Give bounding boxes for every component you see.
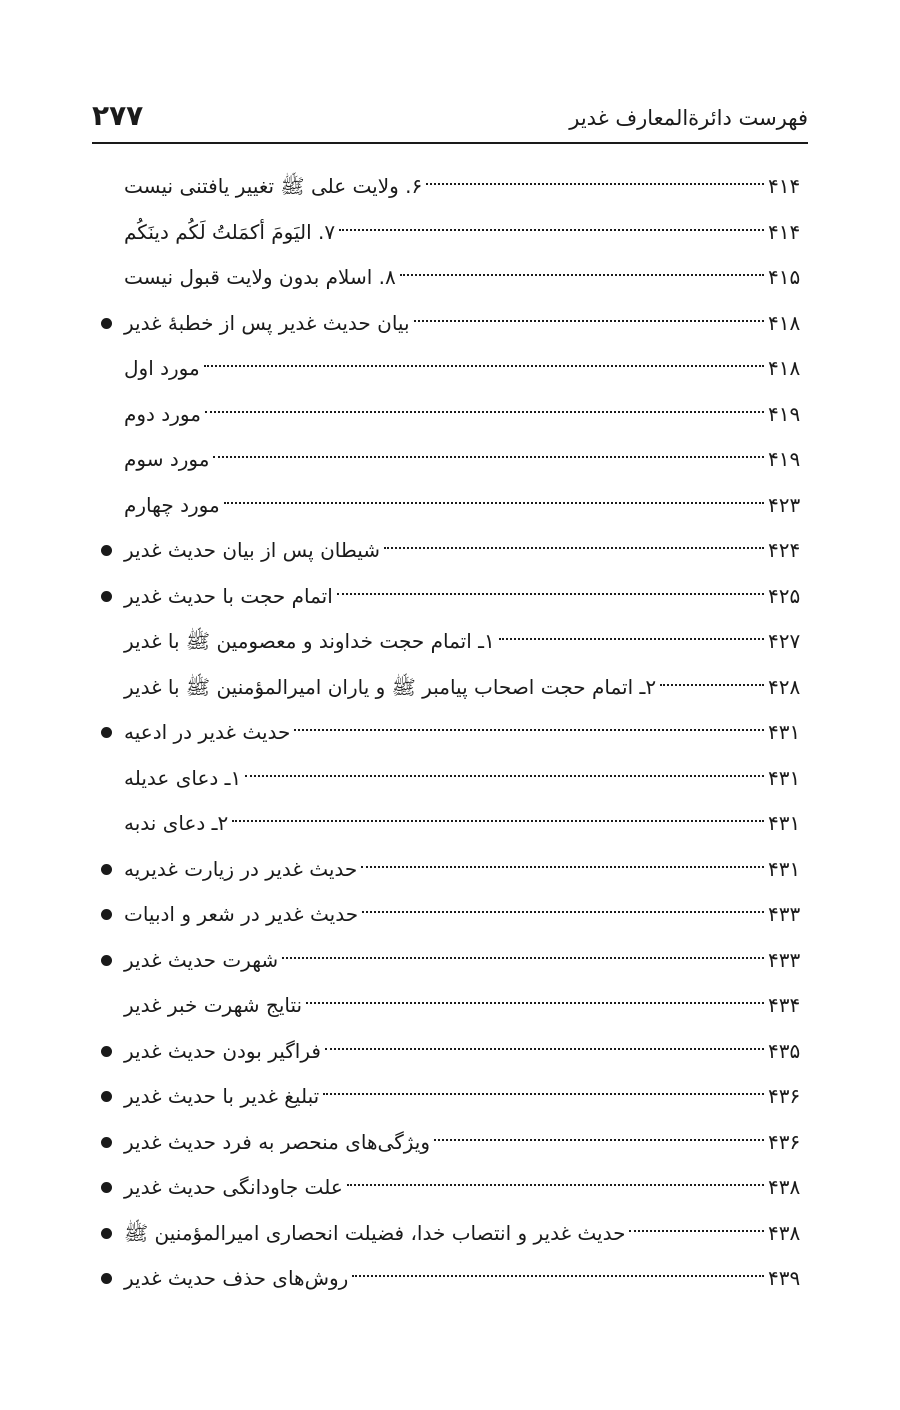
toc-entry-page-number: ۴۳۶	[768, 1129, 801, 1154]
dot-leader	[224, 502, 764, 504]
toc-entry[interactable]	[92, 574, 808, 620]
toc-entry-page-number: ۴۳۱	[768, 720, 801, 744]
bullet-slot	[92, 591, 120, 602]
toc-entry-title: ۲ـ اتمام حجت اصحاب پیامبر ﷺ و یاران امیرالمؤمنین ﷺ با غدیر	[124, 674, 657, 699]
dot-leader	[660, 684, 764, 686]
toc-entry-page-number: ۴۱۹	[768, 447, 801, 471]
toc-entry[interactable]	[92, 437, 808, 483]
bullet-slot	[92, 864, 120, 875]
page-number: ۲۷۷	[92, 99, 144, 132]
toc-entry[interactable]	[92, 983, 808, 1029]
toc-entry-page-number: ۴۳۵	[768, 1038, 801, 1063]
dot-leader	[629, 1230, 764, 1232]
toc-entry-page-number: ۴۳۳	[768, 902, 801, 926]
toc-entry-page-number: ۴۱۸	[768, 310, 801, 335]
bullet-slot	[92, 545, 120, 556]
toc-entry-page-number: ۴۱۸	[768, 356, 801, 380]
toc-entry-page-number: ۴۳۸	[768, 1175, 801, 1199]
toc-entry-title: مورد دوم	[124, 401, 201, 426]
toc-entry-title: فراگیر بودن حدیث غدیر	[124, 1038, 321, 1063]
toc-entry[interactable]	[92, 801, 808, 847]
toc-entry-title: ۶. ولایت علی ﷺ تغییر یافتنی نیست	[124, 174, 423, 198]
toc-entry-title: ویژگی‌های منحصر به فرد حدیث غدیر	[124, 1129, 430, 1154]
dot-leader	[426, 183, 764, 185]
dot-leader	[414, 320, 764, 322]
dot-leader	[337, 593, 764, 595]
toc-entry-page-number: ۴۱۹	[768, 401, 801, 426]
toc-entry-title: مورد چهارم	[124, 492, 220, 517]
toc-entry[interactable]	[92, 1165, 808, 1211]
toc-entry[interactable]	[92, 1211, 808, 1257]
toc-entry-title: ۱ـ دعای عدیله	[124, 765, 242, 790]
bullet-icon	[101, 909, 112, 920]
toc-entry-page-number: ۴۳۹	[768, 1266, 801, 1290]
toc-entry-page-number: ۴۳۱	[768, 811, 801, 835]
toc-entry-title: روش‌های حذف حدیث غدیر	[124, 1266, 349, 1290]
bullet-icon	[101, 1273, 112, 1284]
bullet-icon	[101, 1137, 112, 1148]
toc-entry-title: شیطان پس از بیان حدیث غدیر	[124, 538, 381, 562]
toc-entry[interactable]	[92, 164, 808, 210]
bullet-icon	[101, 955, 112, 966]
toc-entry-page-number: ۴۳۱	[768, 765, 801, 790]
dot-leader	[204, 365, 764, 367]
toc-entry-title: حدیث غدیر در زیارت غدیریه	[124, 856, 358, 881]
toc-entry-title: شهرت حدیث غدیر	[124, 947, 279, 972]
bullet-slot	[92, 1137, 120, 1148]
bullet-slot	[92, 1182, 120, 1193]
toc-entry-page-number: ۴۱۵	[768, 265, 801, 289]
toc-entry-title: اتمام حجت با حدیث غدیر	[124, 583, 333, 608]
bullet-icon	[101, 727, 112, 738]
toc-entry-page-number: ۴۲۸	[768, 674, 801, 699]
dot-leader	[339, 229, 764, 231]
toc-entry-title: ۷. اليَومَ أكمَلتُ لَكُم دينَكُم	[124, 219, 336, 244]
toc-entry[interactable]	[92, 619, 808, 665]
dot-leader	[325, 1048, 764, 1050]
running-title: فهرست دائرةالمعارف غدیر	[569, 106, 808, 130]
toc-entry[interactable]	[92, 1120, 808, 1166]
dot-leader	[400, 274, 764, 276]
toc-entry[interactable]	[92, 392, 808, 438]
toc-entry[interactable]	[92, 665, 808, 711]
dot-leader	[306, 1002, 764, 1004]
dot-leader	[434, 1139, 764, 1141]
bullet-slot	[92, 1091, 120, 1102]
bullet-icon	[101, 1228, 112, 1239]
toc-entry[interactable]	[92, 847, 808, 893]
dot-leader	[384, 547, 764, 549]
dot-leader	[499, 638, 764, 640]
toc-entry-page-number: ۴۳۶	[768, 1084, 801, 1108]
toc-entry-title: تبلیغ غدیر با حدیث غدیر	[124, 1084, 320, 1108]
dot-leader	[347, 1184, 764, 1186]
toc-entry[interactable]	[92, 483, 808, 529]
bullet-slot	[92, 1228, 120, 1239]
dot-leader	[294, 729, 764, 731]
page-header	[92, 96, 808, 144]
bullet-slot	[92, 1273, 120, 1284]
toc-entry-title: حدیث غدیر در ادعیه	[124, 720, 291, 744]
bullet-icon	[101, 1046, 112, 1057]
dot-leader	[352, 1275, 764, 1277]
dot-leader	[232, 820, 764, 822]
toc-entry-page-number: ۴۲۵	[768, 583, 801, 608]
dot-leader	[205, 411, 764, 413]
toc-entry-title: بیان حدیث غدیر پس از خطبهٔ غدیر	[124, 310, 410, 335]
toc-entry-page-number: ۴۳۳	[768, 947, 801, 972]
toc-entry-page-number: ۴۲۴	[768, 538, 801, 562]
toc-entry[interactable]	[92, 528, 808, 574]
toc-entry[interactable]	[92, 301, 808, 347]
toc-entry[interactable]	[92, 938, 808, 984]
toc-entry-page-number: ۴۳۸	[768, 1220, 801, 1245]
bullet-icon	[101, 1091, 112, 1102]
toc-entry[interactable]	[92, 1029, 808, 1075]
toc-entry-title: ۲ـ دعای ندبه	[124, 811, 229, 835]
bullet-slot	[92, 1046, 120, 1057]
toc-entry-page-number: ۴۱۴	[768, 174, 801, 198]
toc-entry[interactable]	[92, 1256, 808, 1302]
bullet-icon	[101, 1182, 112, 1193]
dot-leader	[361, 866, 764, 868]
toc-entry-title: علت جاودانگی حدیث غدیر	[124, 1175, 343, 1199]
toc-entry-page-number: ۴۲۷	[768, 629, 801, 653]
bullet-icon	[101, 318, 112, 329]
toc-entry-page-number: ۴۱۴	[768, 219, 801, 244]
bullet-icon	[101, 545, 112, 556]
toc-entry-title: ۸. اسلام بدون ولایت قبول نیست	[124, 265, 396, 289]
toc-entry[interactable]	[92, 710, 808, 756]
dot-leader	[282, 957, 764, 959]
toc-entry-page-number: ۴۲۳	[768, 492, 801, 517]
dot-leader	[362, 911, 764, 913]
toc-entry-title: حدیث غدیر و انتصاب خدا، فضیلت انحصاری امیرالمؤمنین ﷺ	[124, 1220, 626, 1245]
toc-entry-title: ۱ـ اتمام حجت خداوند و معصومین ﷺ با غدیر	[124, 629, 495, 653]
toc-entry[interactable]	[92, 1074, 808, 1120]
toc-entry-title: مورد سوم	[124, 447, 210, 471]
toc-entry-title: نتایج شهرت خبر غدیر	[124, 993, 303, 1017]
bullet-icon	[101, 864, 112, 875]
bullet-icon	[101, 591, 112, 602]
dot-leader	[213, 456, 764, 458]
toc-entry[interactable]	[92, 756, 808, 802]
bullet-slot	[92, 318, 120, 329]
toc-entry-title: حدیث غدیر در شعر و ادبیات	[124, 902, 359, 926]
toc-entry[interactable]	[92, 255, 808, 301]
bullet-slot	[92, 955, 120, 966]
table-of-contents	[92, 164, 808, 1302]
toc-entry-title: مورد اول	[124, 356, 200, 380]
toc-entry-page-number: ۴۳۴	[768, 993, 801, 1017]
dot-leader	[245, 775, 764, 777]
bullet-slot	[92, 727, 120, 738]
toc-entry[interactable]	[92, 346, 808, 392]
bullet-slot	[92, 909, 120, 920]
toc-entry[interactable]	[92, 210, 808, 256]
dot-leader	[323, 1093, 764, 1095]
toc-entry[interactable]	[92, 892, 808, 938]
toc-entry-page-number: ۴۳۱	[768, 856, 801, 881]
